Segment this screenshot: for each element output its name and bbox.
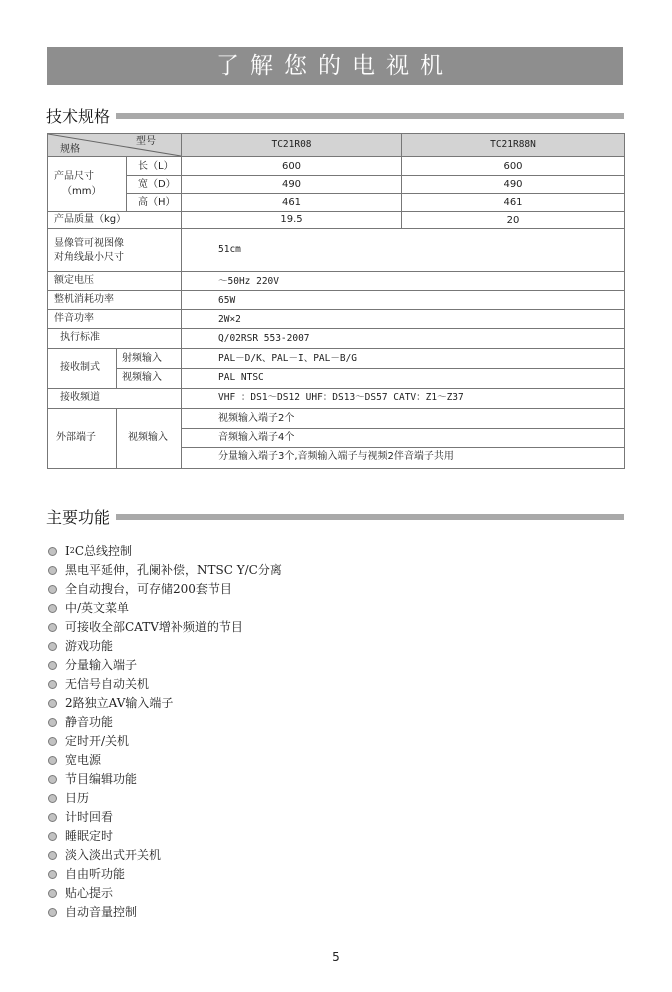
feature-text: 全自动搜台，可存储200套节目 [65, 582, 232, 596]
bullet-icon [48, 566, 57, 575]
features-heading-text: 主要功能 [46, 507, 111, 527]
bullet-icon [48, 756, 57, 765]
bullet-icon [48, 699, 57, 708]
feature-item [48, 713, 448, 732]
bullet-icon [48, 604, 57, 613]
feature-text: 自动音量控制 [65, 905, 138, 919]
page-title-banner: 了解您的电视机 [47, 47, 623, 85]
feature-item [48, 903, 448, 922]
feature-item [48, 846, 448, 865]
header-model-label: 型号 [136, 136, 156, 147]
width-label: 宽（D） [138, 179, 176, 190]
height-model1: 461 [281, 197, 302, 208]
feature-text: 无信号自动关机 [65, 677, 150, 691]
height-label: 高（H） [138, 197, 176, 208]
spec-table [47, 133, 625, 469]
bullet-icon [48, 547, 57, 556]
feature-text: 游戏功能 [65, 639, 114, 653]
bullet-icon [48, 851, 57, 860]
feature-text: 自由听功能 [65, 867, 126, 881]
page-number: 5 [332, 950, 340, 964]
rf-input-label: 射频输入 [122, 353, 162, 364]
terminal-line-3: 分量输入端子3个,音频输入端子与视频2伴音端子共用 [218, 451, 454, 462]
length-label: 长（L） [138, 161, 174, 172]
bullet-icon [48, 870, 57, 879]
feature-item [48, 770, 448, 789]
bullet-icon [48, 585, 57, 594]
feature-text: 分量输入端子 [65, 658, 138, 672]
model1-header: TC21R08 [271, 139, 312, 150]
rf-input-value: PAL－D/K、PAL－I、PAL－B/G [218, 353, 358, 364]
feature-text: 淡入淡出式开关机 [65, 848, 162, 862]
bullet-icon [48, 661, 57, 670]
power-value: 65W [218, 295, 236, 306]
feature-item [48, 656, 448, 675]
standard-value: Q/02RSR 553-2007 [218, 333, 310, 344]
feature-text: C总线控制 [74, 544, 133, 558]
feature-item [48, 580, 448, 599]
size-unit: （mm） [62, 186, 102, 197]
weight-model1: 19.5 [280, 214, 303, 225]
terminal-line-1: 视频输入端子2个 [218, 413, 295, 424]
spec-section-heading [46, 104, 624, 126]
feature-text: 2路独立AV输入端子 [65, 696, 174, 710]
feature-item [48, 542, 448, 561]
feature-text: 可接收全部CATV增补频道的节目 [65, 620, 243, 634]
voltage-label: 额定电压 [54, 275, 94, 286]
size-label: 产品尺寸 [54, 171, 94, 182]
feature-item [48, 789, 448, 808]
feature-text: 日历 [65, 791, 90, 805]
length-model1: 600 [281, 161, 302, 172]
feature-item [48, 751, 448, 770]
feature-superscript: 2 [69, 546, 75, 555]
bullet-icon [48, 832, 57, 841]
heading-rule [116, 113, 624, 119]
standard-label: 执行标准 [60, 332, 100, 343]
screen-value: 51cm [218, 244, 241, 255]
feature-text: 睡眠定时 [65, 829, 114, 843]
feature-item [48, 884, 448, 903]
feature-list [48, 542, 448, 922]
width-model2: 490 [503, 179, 523, 190]
feature-item [48, 732, 448, 751]
video-input-value: PAL NTSC [218, 372, 264, 383]
bullet-icon [48, 908, 57, 917]
feature-item [48, 637, 448, 656]
bullet-icon [48, 775, 57, 784]
spec-heading-text: 技术规格 [46, 106, 111, 126]
feature-text: 定时开/关机 [65, 734, 130, 748]
terminal-line-2: 音频输入端子4个 [218, 432, 295, 443]
receive-band-label: 接收频道 [60, 392, 100, 403]
bullet-icon [48, 623, 57, 632]
feature-item [48, 599, 448, 618]
bullet-icon [48, 737, 57, 746]
height-model2: 461 [503, 197, 523, 208]
weight-model2: 20 [506, 215, 520, 226]
screen-label-line1: 显像管可视图像 [54, 238, 124, 249]
audio-value: 2W×2 [218, 314, 241, 325]
bullet-icon [48, 718, 57, 727]
weight-label: 产品质量（kg） [54, 214, 127, 225]
feature-prefix: I [65, 544, 70, 558]
feature-item [48, 865, 448, 884]
screen-label-line2: 对角线最小尺寸 [54, 252, 124, 263]
power-label: 整机消耗功率 [54, 294, 114, 305]
terminals-video-input-label: 视频输入 [128, 432, 168, 443]
receive-band-value: VHF ：DS1～DS12 UHF：DS13～DS57 CATV：Z1～Z37 [218, 392, 464, 403]
feature-text: 中/英文菜单 [65, 601, 130, 615]
feature-item [48, 827, 448, 846]
heading-rule [116, 514, 624, 520]
terminals-label: 外部端子 [56, 432, 96, 443]
feature-item [48, 561, 448, 580]
feature-text: 静音功能 [65, 715, 114, 729]
length-model2: 600 [503, 161, 523, 172]
bullet-icon [48, 794, 57, 803]
feature-item [48, 808, 448, 827]
video-input-label: 视频输入 [122, 372, 162, 383]
feature-text: 节目编辑功能 [65, 772, 138, 786]
feature-item [48, 618, 448, 637]
receive-system-label: 接收制式 [60, 362, 100, 373]
feature-text: 贴心提示 [65, 886, 114, 900]
bullet-icon [48, 813, 57, 822]
feature-text: 计时回看 [65, 810, 114, 824]
model2-header: TC21R88N [490, 139, 536, 150]
bullet-icon [48, 889, 57, 898]
header-spec-label: 规格 [60, 144, 80, 155]
feature-text: 宽电源 [65, 753, 102, 767]
features-section-heading [46, 505, 624, 527]
feature-item [48, 694, 448, 713]
voltage-value: ～50Hz 220V [218, 276, 279, 287]
feature-item [48, 675, 448, 694]
audio-label: 伴音功率 [54, 313, 94, 324]
feature-text: 黑电平延伸，孔阑补偿，NTSC Y/C分离 [65, 563, 282, 577]
width-model1: 490 [281, 179, 302, 190]
bullet-icon [48, 680, 57, 689]
bullet-icon [48, 642, 57, 651]
